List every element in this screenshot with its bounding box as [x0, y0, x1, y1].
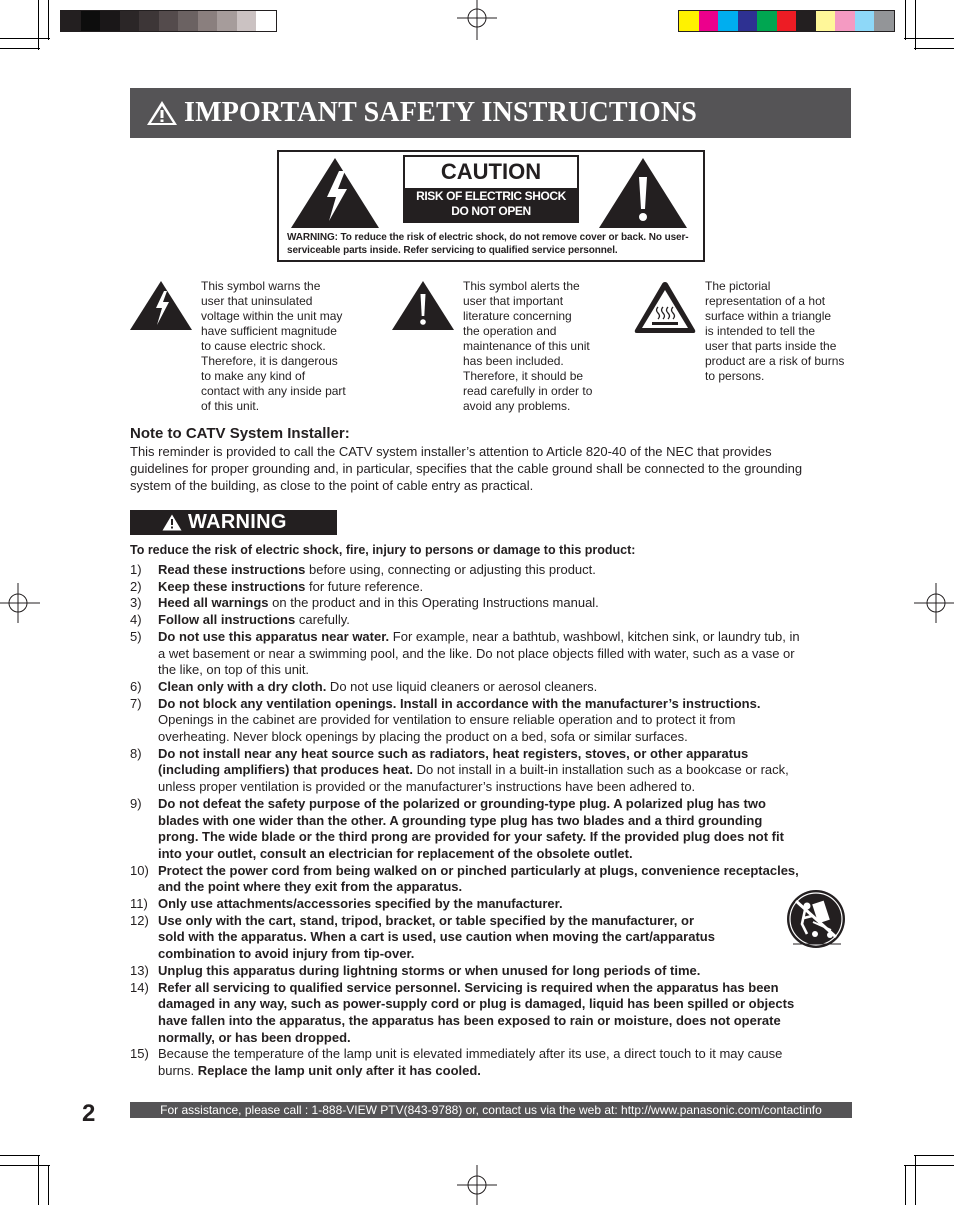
caution-sub-line: RISK OF ELECTRIC SHOCK: [416, 189, 566, 203]
list-item-line: [158, 863, 799, 880]
list-item-number: 1): [130, 562, 142, 577]
list-item: [130, 863, 854, 896]
catv-heading: Note to CATV System Installer:: [130, 425, 350, 442]
list-item-line: [158, 1030, 794, 1047]
bold-text: Refer all servicing to qualified service personnel. Servicing is required when the apparatus has been: [158, 979, 779, 995]
list-item: [130, 896, 854, 913]
list-item-line: [158, 946, 715, 963]
catv-paragraph: This reminder is provided to call the CATV system installer’s attention to Article 820-40 of the NEC that provides guidelines for proper grounding and, in particular, specifies that the cable ground shall be connected to the grounding system of the building, as close to the point of cable entry as practical.: [130, 444, 803, 493]
list-item: [130, 612, 854, 629]
bold-text: Do not defeat the safety purpose of the polarized or grounding-type plug. A polarized plug has two: [158, 795, 766, 811]
bold-text: Read these instructions: [158, 562, 306, 577]
list-item-line: [158, 980, 794, 997]
list-item-line: [158, 679, 597, 696]
list-item-number: 10): [130, 862, 149, 878]
plain-text: Because the temperature of the lamp unit is elevated immediately after its use, a direct touch to it may cause: [158, 1046, 783, 1062]
list-item-number: 9): [130, 795, 142, 811]
color-swatch: [679, 11, 699, 31]
list-item-line: [158, 896, 563, 913]
caution-subtext: [405, 188, 577, 221]
list-item-text: [158, 1046, 782, 1079]
list-item-line: [158, 646, 800, 663]
list-item: [130, 746, 854, 796]
list-item-line: [158, 1063, 782, 1080]
list-item-text: [158, 796, 784, 863]
color-swatch: [757, 11, 777, 31]
list-item: [130, 629, 854, 679]
list-item-number: 12): [130, 912, 149, 928]
bold-text: into your outlet, consult an electrician for replacement of the obsolete outlet.: [158, 845, 633, 861]
list-item-text: [158, 562, 596, 579]
list-item-line: [158, 846, 784, 863]
list-item: [130, 562, 854, 579]
list-item-line: [158, 779, 789, 796]
list-item-text: [158, 963, 700, 980]
symbol-explanation-lightning: This symbol warns the user that uninsulated voltage within the unit may have sufficient magnitude to cause electric shock. Therefore, it is dangerous to make any kind of contact with any inside part of this unit.: [201, 279, 346, 413]
list-item-line: [158, 762, 789, 779]
list-item: [130, 595, 854, 612]
list-item-text: [158, 595, 599, 612]
color-swatch: [256, 11, 276, 31]
list-item-text: [158, 612, 350, 629]
color-swatch: [699, 11, 719, 31]
bold-text: sold with the apparatus. When a cart is used, use caution when moving the cart/apparatus: [158, 929, 715, 945]
list-item-number: 7): [130, 695, 142, 711]
exclamation-triangle-icon: [597, 157, 689, 229]
list-item-line: [158, 996, 794, 1013]
symbol-explanation-exclamation: This symbol alerts the user that important literature concerning the operation and maintenance of this unit has been included. Therefore, it should be read carefully in order to avoid any problems.: [463, 279, 593, 413]
list-item-line: [158, 929, 715, 946]
cart-tip-over-warning-icon: [785, 888, 847, 950]
color-swatch: [835, 11, 855, 31]
list-item-text: [158, 579, 423, 596]
color-swatch: [874, 11, 894, 31]
color-swatch: [816, 11, 836, 31]
list-item-number: 15): [130, 1046, 149, 1062]
bold-text: Heed all warnings: [158, 595, 269, 611]
list-item-line: [158, 963, 700, 980]
bold-text: blades with one wider than the other. A grounding type plug has two blades and a third grounding: [158, 812, 763, 828]
hot-surface-triangle-icon: [632, 279, 698, 335]
list-item: [130, 679, 854, 696]
list-item-line: [158, 612, 350, 629]
color-swatch: [738, 11, 758, 31]
bold-text: damaged in any way, such as power-supply cord or plug is damaged, liquid has been spilled or objects: [158, 996, 795, 1012]
plain-text: on the product and in this Operating Instructions manual.: [268, 595, 599, 611]
warning-triangle-icon: [162, 514, 182, 531]
plain-text: before using, connecting or adjusting this product.: [305, 562, 596, 577]
list-item-text: [158, 696, 760, 746]
lightning-triangle-icon: [289, 157, 381, 229]
lightning-triangle-icon: [129, 280, 193, 331]
caution-sub-line: DO NOT OPEN: [451, 204, 531, 218]
bold-text: Keep these instructions: [158, 578, 306, 594]
list-item-text: [158, 896, 563, 913]
registration-mark-left-icon: [0, 583, 40, 623]
bold-text: prong. The wide blade or the third prong are provided for your safety. If the provided plug does not fit: [158, 829, 784, 845]
list-item-text: [158, 863, 799, 896]
plain-text: overheating. Never block openings by placing the product on a bed, sofa or similar surfaces.: [158, 729, 688, 744]
bold-text: (including amplifiers) that produces heat.: [158, 762, 413, 778]
color-swatch: [237, 11, 257, 31]
assistance-footer: For assistance, please call : 1-888-VIEW PTV(843-9788) or, contact us via the web at: http://www.panasonic.com/contactinfo: [130, 1102, 852, 1118]
bold-text: Follow all instructions: [158, 612, 296, 628]
plain-text: burns.: [158, 1063, 198, 1078]
color-swatch: [796, 11, 816, 31]
list-item: [130, 696, 854, 746]
list-item-number: 2): [130, 578, 142, 594]
color-swatch: [81, 11, 101, 31]
registration-mark-right-icon: [914, 583, 954, 623]
list-item: [130, 1046, 854, 1079]
color-swatch: [718, 11, 738, 31]
list-item-line: [158, 829, 784, 846]
list-item-number: 5): [130, 628, 142, 644]
bold-text: and the point where they exit from the apparatus.: [158, 879, 463, 895]
list-item-number: 11): [130, 896, 148, 911]
exclamation-triangle-icon: [391, 280, 455, 331]
plain-text: Do not install in a built-in installation such as a bookcase or rack,: [412, 762, 789, 778]
warning-intro: To reduce the risk of electric shock, fire, injury to persons or damage to this product:: [130, 543, 636, 557]
list-item-number: 13): [130, 962, 149, 978]
list-item-line: [158, 746, 789, 763]
bold-text: Do not block any ventilation openings. Install in accordance with the manufacturer’s instructions.: [158, 695, 761, 711]
bold-text: have fallen into the apparatus, the apparatus has been exposed to rain or moisture, does not operate: [158, 1012, 781, 1028]
color-swatch-bar: [678, 10, 895, 32]
list-item-text: [158, 679, 597, 696]
color-swatch: [198, 11, 218, 31]
list-item-line: [158, 729, 760, 746]
list-item-line: [158, 696, 760, 713]
list-item-text: [158, 746, 789, 796]
symbol-explanation-hot-surface: The pictorial representation of a hot surface within a triangle is intended to tell the user that parts inside the product are a risk of burns to persons.: [705, 279, 845, 383]
list-item-number: 4): [130, 612, 142, 628]
list-item: [130, 963, 854, 980]
list-item-line: [158, 1013, 794, 1030]
list-item: [130, 980, 854, 1047]
list-item-line: [158, 712, 760, 729]
color-swatch: [777, 11, 797, 31]
bold-text: normally, or has been dropped.: [158, 1029, 351, 1045]
plain-text: carefully.: [295, 612, 350, 628]
color-swatch: [120, 11, 140, 31]
bold-text: Do not use this apparatus near water.: [158, 628, 390, 644]
list-item-line: [158, 913, 715, 930]
list-item-number: 6): [130, 678, 142, 694]
list-item-line: [158, 562, 596, 579]
caution-word: CAUTION: [440, 159, 542, 184]
color-swatch: [159, 11, 179, 31]
caution-warning-text: WARNING: To reduce the risk of electric shock, do not remove cover or back. No user-serviceable parts inside. Refer servicing to qualified service personnel.: [287, 232, 689, 256]
color-swatch: [100, 11, 120, 31]
registration-mark-bottom-icon: [457, 1165, 497, 1205]
list-item-line: [158, 662, 800, 679]
color-swatch: [217, 11, 237, 31]
list-item-text: [158, 629, 800, 679]
bold-text: combination to avoid injury from tip-over.: [158, 946, 415, 962]
bold-text: Replace the lamp unit only after it has cooled.: [197, 1063, 481, 1078]
color-swatch: [178, 11, 198, 31]
list-item-line: [158, 813, 784, 830]
bold-text: Protect the power cord from being walked on or pinched particularly at plugs, convenience receptacles,: [158, 862, 799, 878]
list-item-line: [158, 579, 423, 596]
list-item-line: [158, 1046, 782, 1063]
caution-label-box: [277, 150, 705, 262]
plain-text: Openings in the cabinet are provided for ventilation to ensure reliable operation and to protect it from: [158, 712, 736, 728]
warning-label: WARNING: [188, 511, 287, 533]
bold-text: Clean only with a dry cloth.: [158, 678, 327, 694]
plain-text: unless proper ventilation is provided or the manufacturer’s instructions have been adhered to.: [158, 779, 696, 795]
bold-text: Do not install near any heat source such as radiators, heat registers, stoves, or other apparatus: [158, 745, 749, 761]
plain-text: Do not use liquid cleaners or aerosol cleaners.: [326, 678, 598, 694]
page-number: 2: [82, 1100, 96, 1127]
list-item-line: [158, 796, 784, 813]
warning-bar: [130, 510, 337, 535]
list-item-text: [158, 913, 715, 963]
warning-triangle-icon: [146, 100, 178, 126]
page-title: IMPORTANT SAFETY INSTRUCTIONS: [184, 97, 698, 128]
color-swatch: [855, 11, 875, 31]
bold-text: Unplug this apparatus during lightning storms or when unused for long periods of time.: [158, 962, 701, 978]
title-bar: [130, 88, 851, 138]
list-item-line: [158, 879, 799, 896]
plain-text: the like, on top of this unit.: [158, 662, 310, 678]
list-item-number: 14): [130, 979, 149, 995]
plain-text: a wet basement or near a swimming pool, and the like. Do not place objects filled with water, such as a vase or: [158, 645, 795, 661]
plain-text: for future reference.: [305, 578, 424, 594]
color-swatch: [139, 11, 159, 31]
list-item-number: 8): [130, 745, 142, 761]
list-item: [130, 913, 854, 963]
list-item-line: [158, 595, 599, 612]
list-item-number: 3): [130, 595, 142, 611]
bold-text: Only use attachments/accessories specified by the manufacturer.: [158, 896, 563, 911]
list-item: [130, 796, 854, 863]
list-item-text: [158, 980, 794, 1047]
list-item-line: [158, 629, 800, 646]
caution-plate: [403, 155, 579, 223]
bold-text: Use only with the cart, stand, tripod, bracket, or table specified by the manufacturer, or: [158, 912, 695, 928]
color-swatch: [61, 11, 81, 31]
gray-swatch-bar: [60, 10, 277, 32]
plain-text: For example, near a bathtub, washbowl, kitchen sink, or laundry tub, in: [389, 628, 800, 644]
registration-mark-top-icon: [457, 0, 497, 40]
list-item: [130, 579, 854, 596]
